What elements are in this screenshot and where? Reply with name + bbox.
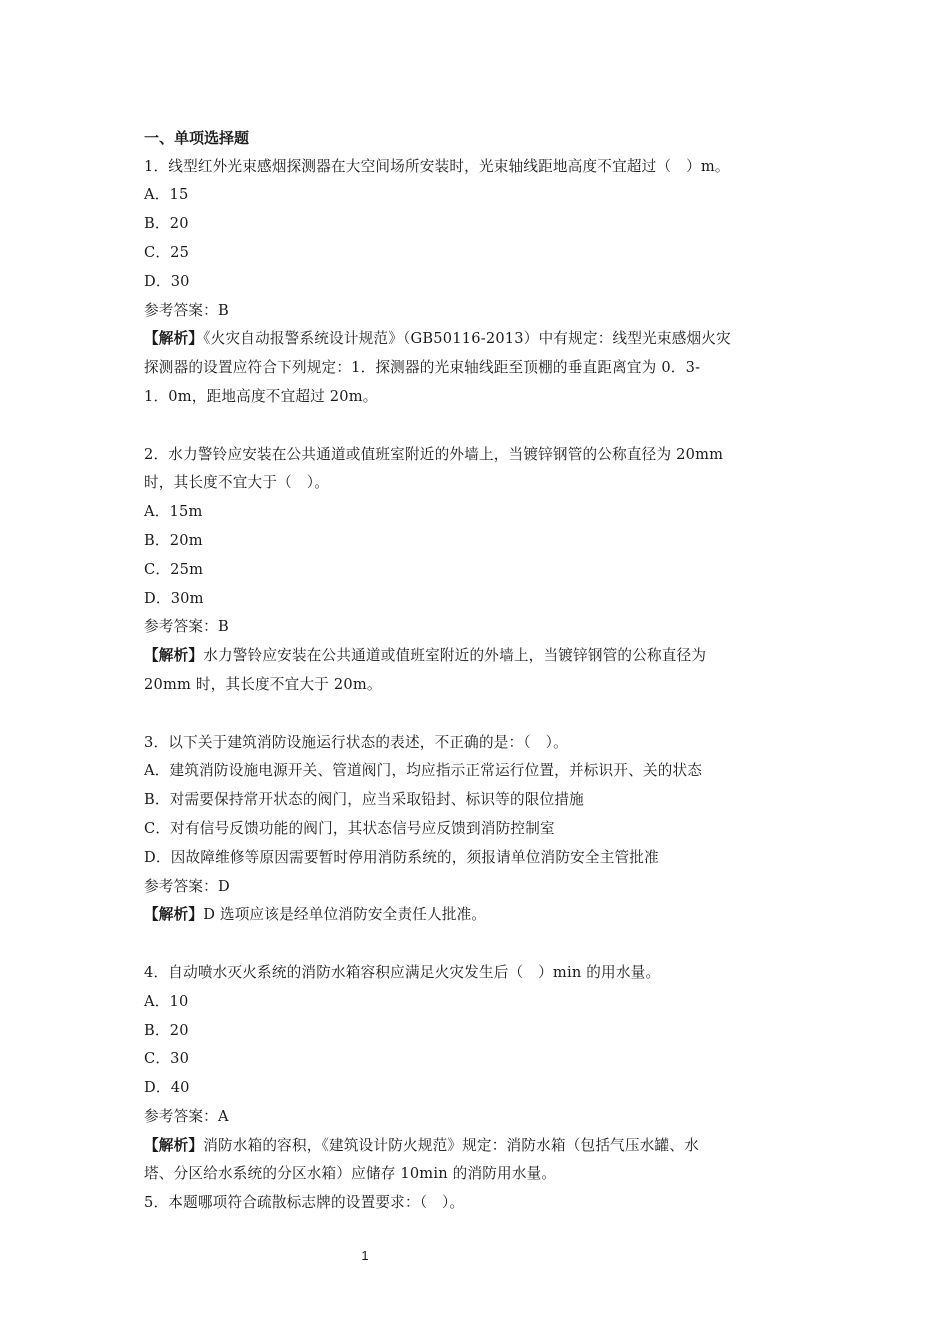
- option-d: D．30: [144, 272, 190, 290]
- question-2: [144, 441, 814, 700]
- section-title: 一、单项选择题: [144, 129, 250, 147]
- option-c: C．对有信号反馈功能的阀门，其状态信号应反馈到消防控制室: [144, 819, 555, 837]
- option-d: D．40: [144, 1079, 190, 1097]
- analysis-text: 消防水箱的容积，《建筑设计防火规范》规定：消防水箱（包括气压水罐、水: [203, 1136, 699, 1154]
- option-b: B．20m: [144, 531, 203, 549]
- analysis-text: D 选项应该是经单位消防安全责任人批准。: [203, 906, 487, 924]
- reference-answer: 参考答案：B: [144, 301, 229, 319]
- analysis-line: [144, 642, 814, 671]
- analysis-line: [144, 901, 814, 930]
- spacer: [144, 412, 814, 441]
- question-stem: 5．本题哪项符合疏散标志牌的设置要求：（ ）。: [144, 1194, 465, 1212]
- question-stem: 2．水力警铃应安装在公共通道或值班室附近的外墙上，当镀锌钢管的公称直径为 20mm: [144, 445, 724, 463]
- option-a: A．10: [144, 992, 189, 1010]
- question-5: [144, 1189, 814, 1218]
- analysis-line: 20mm 时，其长度不宜大于 20m。: [144, 675, 382, 693]
- option-c: C．30: [144, 1050, 190, 1068]
- question-3: [144, 729, 814, 931]
- analysis-line: [144, 325, 814, 354]
- question-stem: 3．以下关于建筑消防设施运行状态的表述，不正确的是：（ ）。: [144, 733, 568, 751]
- question-stem: 时，其长度不宜大于（ ）。: [144, 474, 330, 492]
- analysis-label: 【解析】: [144, 906, 204, 924]
- analysis-line: 1．0m，距地高度不宜超过 20m。: [144, 387, 378, 405]
- option-d: D．因故障维修等原因需要暂时停用消防系统的，须报请单位消防安全主管批准: [144, 848, 659, 866]
- reference-answer: 参考答案：B: [144, 618, 229, 636]
- option-b: B．20: [144, 215, 189, 233]
- question-4: [144, 959, 814, 1189]
- spacer: [144, 930, 814, 959]
- analysis-line: 塔、分区给水系统的分区水箱）应储存 10min 的消防用水量。: [144, 1165, 557, 1183]
- question-stem: 4．自动喷水灭火系统的消防水箱容积应满足火灾发生后（ ）min 的用水量。: [144, 963, 661, 981]
- option-a: A．15m: [144, 503, 203, 521]
- reference-answer: 参考答案：A: [144, 1107, 229, 1125]
- option-c: C．25m: [144, 560, 204, 578]
- question-stem: 1．线型红外光束感烟探测器在大空间场所安装时，光束轴线距地高度不宜超过（ ）m。: [144, 157, 730, 175]
- option-a: A．15: [144, 186, 189, 204]
- question-1: [144, 153, 814, 412]
- option-b: B．20: [144, 1021, 189, 1039]
- analysis-label: 【解析】: [144, 1136, 204, 1154]
- analysis-text: 水力警铃应安装在公共通道或值班室附近的外墙上，当镀锌钢管的公称直径为: [203, 647, 707, 665]
- analysis-label: 【解析】: [144, 647, 204, 665]
- spacer: [144, 700, 814, 729]
- document-content: [144, 124, 814, 1218]
- analysis-label: 【解析】: [144, 330, 204, 348]
- analysis-text: 《火灾自动报警系统设计规范》（GB50116-2013）中有规定：线型光束感烟火灾: [203, 330, 731, 348]
- analysis-line: [144, 1132, 814, 1161]
- page-number: 1: [361, 1248, 369, 1263]
- option-a: A．建筑消防设施电源开关、管道阀门，均应指示正常运行位置，并标识开、关的状态: [144, 762, 703, 780]
- reference-answer: 参考答案：D: [144, 877, 230, 895]
- option-d: D．30m: [144, 589, 204, 607]
- option-b: B．对需要保持常开状态的阀门，应当采取铅封、标识等的限位措施: [144, 791, 584, 809]
- analysis-line: 探测器的设置应符合下列规定：1．探测器的光束轴线距至顶棚的垂直距离宜为 0．3-: [144, 359, 701, 377]
- option-c: C．25: [144, 243, 190, 261]
